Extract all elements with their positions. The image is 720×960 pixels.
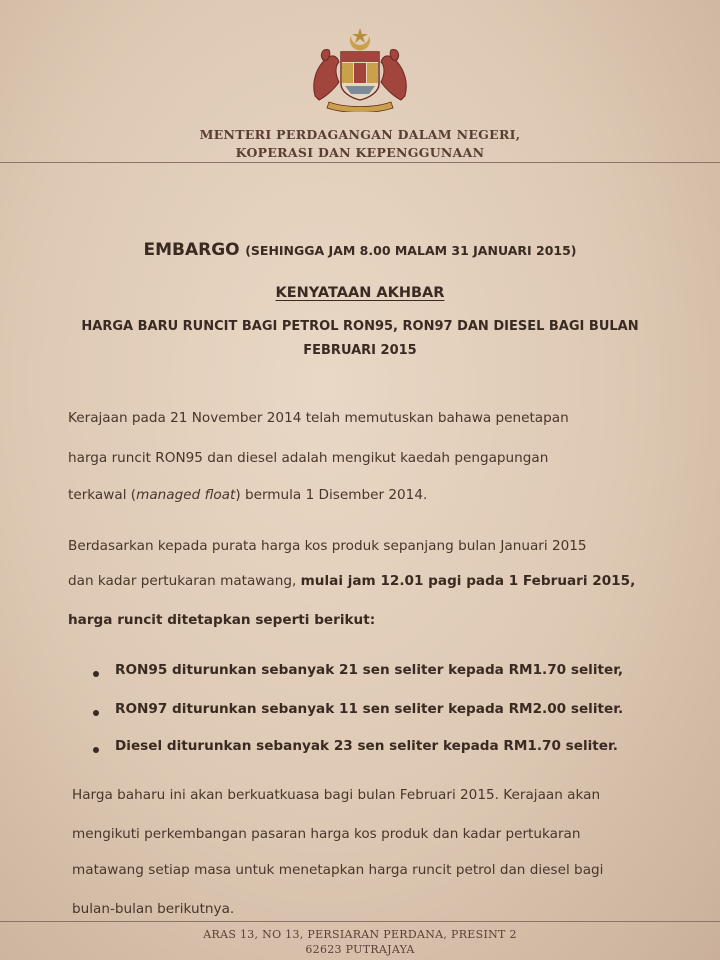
- address-line2: 62623 PUTRAJAYA: [305, 943, 415, 956]
- ministry-name-line2: KOPERASI DAN KEPENGGUNAAN: [235, 145, 485, 160]
- paragraph-3-line3: matawang setiap masa untuk menetapkan harga runcit petrol dan diesel bagi: [72, 862, 604, 878]
- paragraph-1-line3-post: ) bermula 1 Disember 2014.: [235, 487, 428, 503]
- paragraph-3-line4: bulan-bulan berikutnya.: [72, 901, 235, 917]
- malaysia-coat-of-arms-icon: [305, 26, 415, 112]
- embargo-label: EMBARGO: [143, 240, 240, 260]
- paragraph-2-line3: harga runcit ditetapkan seperti berikut:: [68, 612, 376, 628]
- embargo-detail: (SEHINGGA JAM 8.00 MALAM 31 JANUARI 2015): [245, 243, 577, 258]
- paragraph-3-line1: Harga baharu ini akan berkuatkuasa bagi bulan Februari 2015. Kerajaan akan: [72, 787, 601, 803]
- list-item: Diesel diturunkan sebanyak 23 sen seliter kepada RM1.70 seliter.: [115, 738, 618, 754]
- paragraph-2-line2: [68, 573, 635, 589]
- list-item: RON95 diturunkan sebanyak 21 sen seliter kepada RM1.70 seliter,: [115, 662, 624, 678]
- paragraph-3-line2: mengikuti perkembangan pasaran harga kos produk dan kadar pertukaran: [72, 826, 581, 842]
- bullet-dot-icon: [93, 671, 99, 677]
- paragraph-2-line1: Berdasarkan kepada purata harga kos produk sepanjang bulan Januari 2015: [68, 538, 587, 554]
- paragraph-1-line1: Kerajaan pada 21 November 2014 telah memutuskan bahawa penetapan: [68, 410, 569, 426]
- header-divider: [0, 162, 720, 163]
- footer-divider: [0, 921, 720, 922]
- paragraph-1-line3: [68, 487, 427, 503]
- paragraph-1-line3-italic: managed float: [136, 487, 236, 503]
- press-release-title: KENYATAAN AKHBAR: [275, 285, 445, 301]
- headline-line1: HARGA BARU RUNCIT BAGI PETROL RON95, RON97 DAN DIESEL BAGI BULAN: [81, 319, 639, 334]
- bullet-dot-icon: [93, 710, 99, 716]
- headline-line2: FEBRUARI 2015: [303, 343, 417, 358]
- paragraph-1-line3-pre: terkawal (: [68, 487, 137, 503]
- embargo-notice: [0, 240, 720, 260]
- paragraph-2-line2-bold: mulai jam 12.01 pagi pada 1 Februari 2015,: [300, 573, 636, 589]
- paragraph-2-line2-pre: dan kadar pertukaran matawang,: [68, 573, 301, 589]
- list-item: RON97 diturunkan sebanyak 11 sen seliter kepada RM2.00 seliter.: [115, 701, 624, 717]
- bullet-dot-icon: [93, 747, 99, 753]
- address-line1: ARAS 13, NO 13, PERSIARAN PERDANA, PRESINT 2: [203, 928, 517, 941]
- ministry-name-line1: MENTERI PERDAGANGAN DALAM NEGERI,: [199, 127, 521, 142]
- paragraph-1-line2: harga runcit RON95 dan diesel adalah mengikut kaedah pengapungan: [68, 450, 549, 466]
